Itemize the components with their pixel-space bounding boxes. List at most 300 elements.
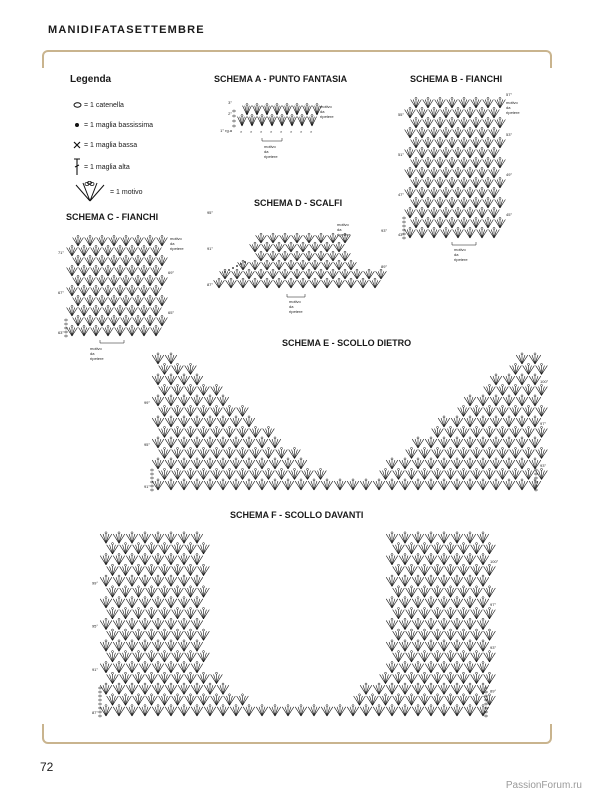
motif-mark	[73, 235, 84, 246]
motif-mark	[435, 97, 446, 108]
motif-mark	[458, 564, 470, 575]
motif-mark	[198, 405, 210, 416]
motif-mark	[310, 278, 321, 288]
motif-mark	[406, 672, 418, 683]
motif-mark	[126, 640, 138, 651]
motif-mark	[126, 597, 138, 608]
single-crochet-icon	[70, 141, 84, 149]
motif-mark	[157, 315, 168, 326]
motif-mark	[536, 447, 548, 458]
motif-mark	[204, 683, 216, 694]
sc-mark: ×	[310, 129, 313, 134]
motif-mark	[412, 705, 424, 716]
motif-mark	[310, 260, 321, 270]
motif-mark	[79, 265, 90, 276]
chain-mark	[403, 217, 406, 219]
motif-mark	[423, 197, 434, 208]
motif-mark	[419, 468, 431, 479]
motif-mark	[471, 543, 483, 554]
motif-mark	[458, 586, 470, 597]
motif-mark	[458, 405, 470, 416]
motif-mark	[399, 553, 411, 564]
motif-mark	[376, 269, 387, 279]
motif-mark	[165, 640, 177, 651]
motif-mark	[120, 651, 132, 662]
motif-mark	[185, 384, 197, 395]
motif-mark	[447, 197, 458, 208]
motif-mark	[453, 187, 464, 198]
motif-mark	[97, 275, 108, 286]
chain-mark	[65, 331, 68, 333]
motif-mark	[458, 672, 470, 683]
motif-mark	[425, 640, 437, 651]
motif-mark	[477, 227, 488, 238]
motif-mark	[423, 117, 434, 128]
motif-mark	[159, 564, 171, 575]
chain-mark	[403, 225, 406, 227]
motif-mark	[412, 575, 424, 586]
motif-mark	[489, 207, 500, 218]
motif-mark	[432, 426, 444, 437]
motif-mark	[419, 672, 431, 683]
motif-mark	[516, 353, 528, 364]
motif-mark	[393, 629, 405, 640]
motif-mark	[146, 694, 158, 705]
motif-mark	[157, 235, 168, 246]
scheme-f-title: SCHEMA F - SCOLLO DAVANTI	[230, 510, 364, 520]
motif-mark	[198, 468, 210, 479]
row-label: 91°	[206, 246, 213, 251]
motif-mark	[484, 405, 496, 416]
motif-mark	[321, 705, 333, 716]
chain-mark	[233, 115, 236, 117]
scheme-a-title: SCHEMA A - PUNTO FANTASIA	[214, 74, 348, 84]
motif-mark	[471, 157, 482, 168]
motif-mark	[412, 479, 424, 490]
motif-mark	[419, 651, 431, 662]
motif-mark	[495, 137, 506, 148]
row-label: 57°	[506, 92, 513, 97]
motif-mark	[453, 167, 464, 178]
motif-mark	[152, 416, 164, 427]
motif-mark	[429, 107, 440, 118]
motif-mark	[438, 479, 450, 490]
motif-mark	[152, 395, 164, 406]
motif-mark	[303, 103, 312, 115]
motif-mark	[464, 479, 476, 490]
row-label: 47°	[397, 192, 404, 197]
motif-mark	[445, 651, 457, 662]
motif-mark	[465, 147, 476, 158]
motif-mark	[411, 137, 422, 148]
motif-mark	[139, 245, 150, 256]
motif-mark	[419, 694, 431, 705]
motif-mark	[441, 207, 452, 218]
motif-mark	[178, 661, 190, 672]
motif-mark	[133, 275, 144, 286]
motif-mark	[380, 468, 392, 479]
motif-mark	[458, 607, 470, 618]
legend-item-single-crochet	[70, 135, 220, 155]
motif-mark	[516, 479, 528, 490]
motif-mark	[464, 532, 476, 543]
motif-mark	[458, 543, 470, 554]
motif-mark	[85, 295, 96, 306]
scheme-b-title: SCHEMA B - FIANCHI	[410, 74, 503, 84]
sc-mark: ×	[250, 129, 253, 134]
motif-mark	[490, 395, 502, 406]
motif-mark	[185, 694, 197, 705]
motif-mark	[393, 586, 405, 597]
motif-mark	[464, 437, 476, 448]
chain-mark	[99, 703, 102, 705]
motif-mark	[497, 384, 509, 395]
motif-mark	[100, 597, 112, 608]
motif-mark	[445, 672, 457, 683]
motif-mark	[256, 705, 268, 716]
motif-mark	[477, 127, 488, 138]
motif-mark	[445, 607, 457, 618]
motif-mark	[185, 586, 197, 597]
motif-mark	[495, 117, 506, 128]
motif-mark	[269, 705, 281, 716]
motif-mark	[152, 705, 164, 716]
motif-mark	[113, 575, 125, 586]
motif-mark	[139, 325, 150, 336]
motif-mark	[243, 458, 255, 469]
sc-mark: ×	[260, 129, 263, 134]
motif-mark	[107, 694, 119, 705]
motif-mark	[269, 458, 281, 469]
motif-mark	[165, 458, 177, 469]
motif-mark	[465, 127, 476, 138]
motif-mark	[412, 683, 424, 694]
motif-mark	[432, 586, 444, 597]
repeat-bracket	[262, 138, 282, 141]
motif-mark	[269, 437, 281, 448]
motif-mark	[198, 426, 210, 437]
chain-mark	[233, 120, 236, 122]
motif-mark	[451, 437, 463, 448]
motif-mark	[417, 187, 428, 198]
motif-mark	[146, 672, 158, 683]
motif-mark	[139, 265, 150, 276]
motif-mark	[159, 543, 171, 554]
motif-mark	[477, 437, 489, 448]
motif-mark	[121, 295, 132, 306]
motif-mark	[103, 325, 114, 336]
motif-mark	[295, 458, 307, 469]
motif-mark	[263, 426, 275, 437]
motif-mark	[292, 233, 303, 243]
motif-mark	[145, 315, 156, 326]
motif-mark	[471, 405, 483, 416]
motif-mark	[204, 395, 216, 406]
row-label: 2°	[228, 111, 232, 116]
motif-mark	[373, 705, 385, 716]
motif-mark	[107, 607, 119, 618]
chain-mark	[99, 715, 102, 717]
motif-mark	[198, 586, 210, 597]
motif-mark	[419, 447, 431, 458]
motif-mark	[399, 618, 411, 629]
motif-mark	[451, 683, 463, 694]
motif-mark	[316, 251, 327, 261]
motif-mark	[152, 553, 164, 564]
motif-mark	[217, 683, 229, 694]
motif-mark	[97, 255, 108, 266]
legend-item-slip-stitch	[70, 115, 220, 135]
page-number: 72	[40, 760, 54, 774]
row-label: 99°	[91, 580, 98, 586]
legend-label: = 1 maglia bassissima	[84, 121, 154, 129]
motif-mark	[523, 384, 535, 395]
motif-mark	[429, 167, 440, 178]
slip-stitch-icon	[70, 122, 84, 128]
motif-mark	[250, 447, 262, 458]
motif-mark	[145, 295, 156, 306]
motif-mark	[464, 395, 476, 406]
row-label: 95°	[91, 623, 98, 629]
motif-mark	[152, 575, 164, 586]
motif-mark	[286, 260, 297, 270]
motif-mark	[451, 640, 463, 651]
motif-mark	[256, 251, 267, 261]
motif-mark	[445, 447, 457, 458]
frame-top-border	[42, 50, 552, 68]
motif-mark	[471, 97, 482, 108]
motif-mark	[451, 479, 463, 490]
motif-mark	[483, 197, 494, 208]
row-label: 69°	[168, 270, 175, 275]
motif-mark	[451, 661, 463, 672]
motif-mark	[490, 479, 502, 490]
motif-mark	[107, 651, 119, 662]
motif-mark	[146, 586, 158, 597]
motif-mark	[172, 672, 184, 683]
motif-mark	[165, 395, 177, 406]
motif-mark	[165, 416, 177, 427]
motif-mark	[165, 353, 177, 364]
repeat-note: motivo da ripetere	[337, 222, 351, 237]
motif-mark	[139, 661, 151, 672]
sc-mark: ×	[280, 129, 283, 134]
motif-mark	[529, 479, 541, 490]
motif-mark	[459, 177, 470, 188]
motif-mark	[477, 640, 489, 651]
chain-mark	[403, 237, 406, 239]
motif-mark	[165, 705, 177, 716]
motif-mark	[133, 651, 145, 662]
motif-mark	[406, 564, 418, 575]
motif-mark	[289, 468, 301, 479]
motif-mark	[441, 187, 452, 198]
motif-mark	[304, 233, 315, 243]
motif-mark	[489, 227, 500, 238]
motif-mark	[464, 575, 476, 586]
motif-mark	[405, 127, 416, 138]
motif-mark	[432, 543, 444, 554]
scheme-e-title: SCHEMA E - SCOLLO DIETRO	[282, 338, 412, 348]
motif-mark	[304, 251, 315, 261]
motif-mark	[139, 285, 150, 296]
slip-mark	[228, 269, 230, 271]
motif-mark	[477, 479, 489, 490]
motif-mark	[100, 618, 112, 629]
motif-mark	[126, 705, 138, 716]
motif-mark	[274, 278, 285, 288]
motif-mark	[185, 672, 197, 683]
motif-mark	[393, 468, 405, 479]
motif-mark	[465, 107, 476, 118]
motif-mark	[172, 468, 184, 479]
motif-mark	[100, 575, 112, 586]
motif-mark	[464, 683, 476, 694]
motif-mark	[432, 564, 444, 575]
sc-mark: ×	[270, 129, 273, 134]
motif-mark	[211, 694, 223, 705]
motif-mark	[256, 458, 268, 469]
motif-mark	[120, 694, 132, 705]
motif-mark	[191, 705, 203, 716]
row-label: 71°	[57, 250, 64, 255]
motif-mark	[432, 651, 444, 662]
motif-mark	[295, 705, 307, 716]
motif-mark	[471, 137, 482, 148]
motif-mark	[152, 532, 164, 543]
motif-mark	[276, 468, 288, 479]
motif-mark	[100, 553, 112, 564]
motif-mark	[115, 245, 126, 256]
motif-mark	[79, 285, 90, 296]
motif-mark	[417, 127, 428, 138]
motif-mark	[292, 251, 303, 261]
chain-mark	[65, 323, 68, 325]
motif-mark	[191, 458, 203, 469]
motif-mark	[157, 275, 168, 286]
motif-mark	[441, 227, 452, 238]
motif-mark	[256, 437, 268, 448]
row-label: 93°	[381, 228, 388, 233]
motif-mark	[85, 235, 96, 246]
motif-mark	[165, 532, 177, 543]
motif-mark	[435, 137, 446, 148]
motif-mark	[393, 543, 405, 554]
motif-mark	[322, 260, 333, 270]
motif-mark	[334, 705, 346, 716]
motif-mark	[139, 553, 151, 564]
motif-mark	[477, 575, 489, 586]
motif-mark	[178, 640, 190, 651]
motif-mark	[435, 197, 446, 208]
motif-mark	[453, 147, 464, 158]
motif-mark	[224, 447, 236, 458]
motif-mark	[165, 374, 177, 385]
motif-mark	[425, 618, 437, 629]
motif-mark	[211, 672, 223, 683]
motif-mark	[178, 683, 190, 694]
motif-mark	[185, 543, 197, 554]
motif-mark	[198, 384, 210, 395]
motif-mark	[243, 479, 255, 490]
motif-mark	[412, 661, 424, 672]
motif-mark	[451, 458, 463, 469]
motif-mark	[360, 683, 372, 694]
motif-mark	[268, 251, 279, 261]
chain-mark	[485, 691, 488, 693]
motif-mark	[157, 295, 168, 306]
motif-mark	[459, 157, 470, 168]
motif-mark	[471, 564, 483, 575]
motif-mark	[107, 672, 119, 683]
motif-mark	[419, 543, 431, 554]
motif-mark	[477, 532, 489, 543]
motif-mark	[113, 640, 125, 651]
motif-mark	[458, 651, 470, 662]
motif-mark	[536, 363, 548, 374]
motif-mark	[386, 458, 398, 469]
motif-mark	[459, 137, 470, 148]
motif-mark	[178, 437, 190, 448]
motif-mark	[425, 661, 437, 672]
motif-mark	[471, 177, 482, 188]
row-label: 97°	[490, 602, 497, 607]
motif-mark	[121, 275, 132, 286]
motif-mark	[103, 265, 114, 276]
motif-mark	[165, 661, 177, 672]
motif-mark	[458, 468, 470, 479]
motif-mark	[438, 553, 450, 564]
motif-mark	[451, 532, 463, 543]
motif-mark	[298, 278, 309, 288]
motif-mark	[107, 629, 119, 640]
motif-mark	[115, 325, 126, 336]
motif-mark	[73, 275, 84, 286]
motif-mark	[510, 426, 522, 437]
motif-mark	[406, 447, 418, 458]
motif-mark	[471, 447, 483, 458]
motif-mark	[107, 543, 119, 554]
motif-mark	[438, 640, 450, 651]
row-label: 63°	[57, 330, 64, 335]
motif-mark	[373, 683, 385, 694]
motif-mark	[151, 245, 162, 256]
double-crochet-icon	[70, 158, 84, 176]
motif-mark	[447, 137, 458, 148]
motif-mark	[445, 586, 457, 597]
motif-mark	[302, 468, 314, 479]
motif-mark	[237, 468, 249, 479]
motif-mark	[185, 447, 197, 458]
motif-mark	[191, 683, 203, 694]
motif-mark	[464, 640, 476, 651]
row-label: 97°	[540, 421, 547, 426]
row-label: 1° rg.a	[220, 128, 232, 133]
motif-mark	[425, 683, 437, 694]
motif-mark	[477, 187, 488, 198]
motif-mark	[185, 651, 197, 662]
motif-mark	[489, 127, 500, 138]
motif-mark	[258, 114, 267, 126]
motif-mark	[435, 117, 446, 128]
motif-mark	[191, 416, 203, 427]
motif-mark	[453, 107, 464, 118]
motif-mark	[477, 147, 488, 158]
motif-mark	[159, 405, 171, 416]
motif-mark	[495, 217, 506, 228]
motif-mark	[211, 468, 223, 479]
chain-mark	[485, 695, 488, 697]
